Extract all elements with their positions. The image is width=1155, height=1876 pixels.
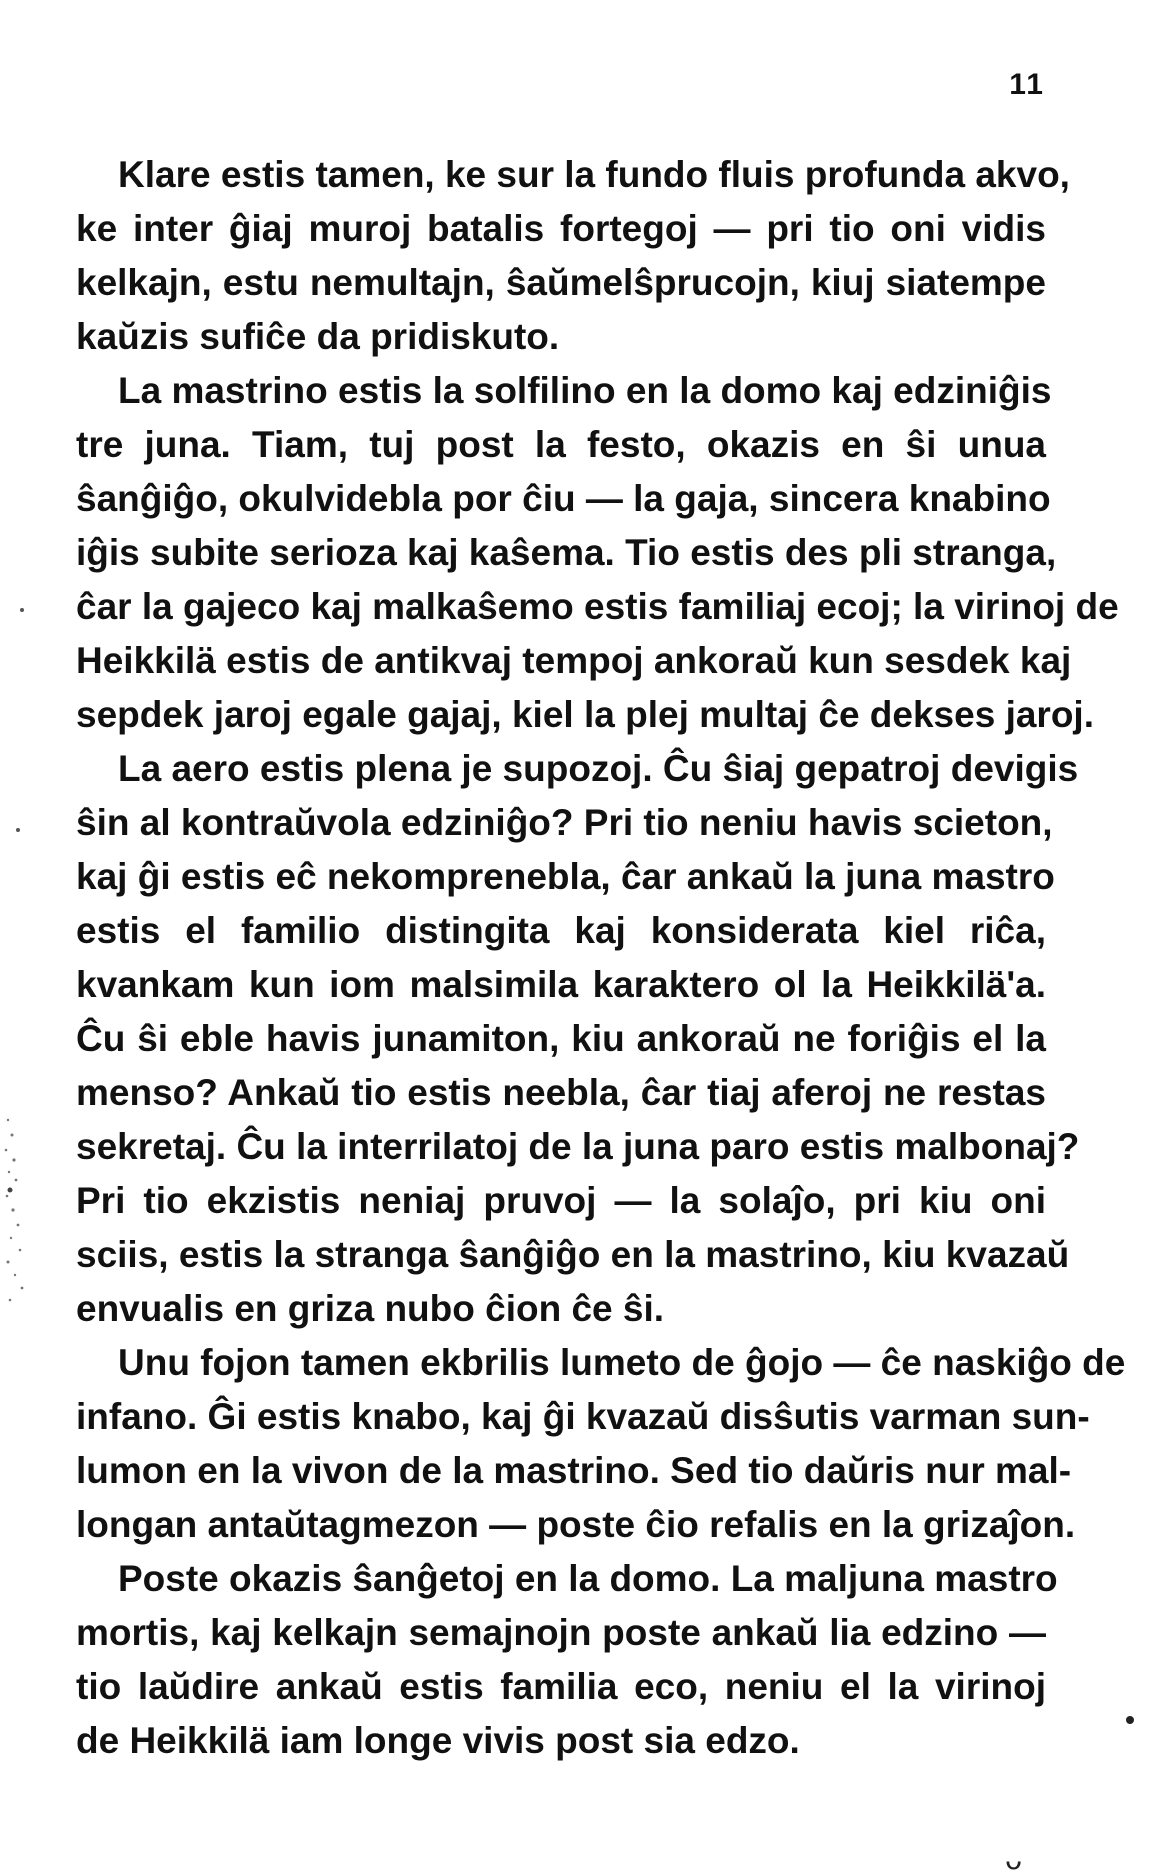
signature-mark: ᴗ xyxy=(1005,1843,1023,1876)
text-line: Heikkilä estis de antikvaj tempoj ankoraŭ kun sesdek kaj xyxy=(76,640,1072,681)
text-line: infano. Ĝi estis knabo, kaj ĝi kvazaŭ disŝutis varman sun- xyxy=(76,1396,1090,1437)
text-line: sciis, estis la stranga ŝanĝiĝo en la mastrino, kiu kvazaŭ xyxy=(76,1234,1070,1275)
page-number: 11 xyxy=(1009,68,1045,101)
text-line: kelkajn, estu nemultajn, ŝaŭmelŝprucojn, kiuj siatempe xyxy=(76,262,1046,303)
text-line: ŝanĝiĝo, okulvidebla por ĉiu — la gaja, sincera knabino xyxy=(76,478,1051,519)
text-line: ĉar la gajeco kaj malkaŝemo estis familiaj ecoj; la virinoj de xyxy=(76,586,1119,627)
text-line: La mastrino estis la solfilino en la domo kaj edziniĝis xyxy=(118,370,1052,411)
text-line: de Heikkilä iam longe vivis post sia edzo. xyxy=(76,1720,800,1761)
text-line: Unu fojon tamen ekbrilis lumeto de ĝojo — ĉe naskiĝo de xyxy=(118,1342,1126,1383)
text-line: Klare estis tamen, ke sur la fundo fluis profunda akvo, xyxy=(118,154,1070,195)
text-line: kaj ĝi estis eĉ nekomprenebla, ĉar ankaŭ la juna mastro xyxy=(76,856,1055,897)
body-text xyxy=(76,148,1126,1768)
text-line: menso? Ankaŭ tio estis neebla, ĉar tiaj aferoj ne restas xyxy=(76,1072,1046,1113)
text-line: tre juna. Tiam, tuj post la festo, okazis en ŝi unua xyxy=(76,424,1046,465)
text-line: tio laŭdire ankaŭ estis familia eco, neniu el la virinoj xyxy=(76,1666,1046,1707)
text-line: lumon en la vivon de la mastrino. Sed tio daŭris nur mal- xyxy=(76,1450,1072,1491)
text-line: longan antaŭtagmezon — poste ĉio refalis en la grizaĵon. xyxy=(76,1504,1076,1545)
text-line: ŝin al kontraŭvola edziniĝo? Pri tio neniu havis scieton, xyxy=(76,802,1053,843)
text-line: La aero estis plena je supozoj. Ĉu ŝiaj gepatroj devigis xyxy=(118,748,1079,789)
text-line: mortis, kaj kelkajn semajnojn poste ankaŭ lia edzino — xyxy=(76,1612,1046,1653)
text-line: ke inter ĝiaj muroj batalis fortegoj — pri tio oni vidis xyxy=(76,208,1046,249)
text-line: Pri tio ekzistis neniaj pruvoj — la solaĵo, pri kiu oni xyxy=(76,1180,1046,1221)
text-line: Poste okazis ŝanĝetoj en la domo. La maljuna mastro xyxy=(118,1558,1058,1599)
text-line: Ĉu ŝi eble havis junamiton, kiu ankoraŭ ne foriĝis el la xyxy=(76,1018,1046,1059)
text-line: sekretaj. Ĉu la interrilatoj de la juna paro estis malbonaj? xyxy=(76,1126,1080,1167)
text-line: kvankam kun iom malsimila karaktero ol la Heikkilä'a. xyxy=(76,964,1046,1005)
text-line: iĝis subite serioza kaj kaŝema. Tio estis des pli stranga, xyxy=(76,532,1057,573)
text-line: kaŭzis sufiĉe da pridiskuto. xyxy=(76,316,560,357)
text-line: sepdek jaroj egale gajaj, kiel la plej multaj ĉe dekses jaroj. xyxy=(76,694,1094,735)
text-line: estis el familio distingita kaj konsiderata kiel riĉa, xyxy=(76,910,1046,951)
text-line: envualis en griza nubo ĉion ĉe ŝi. xyxy=(76,1288,665,1329)
